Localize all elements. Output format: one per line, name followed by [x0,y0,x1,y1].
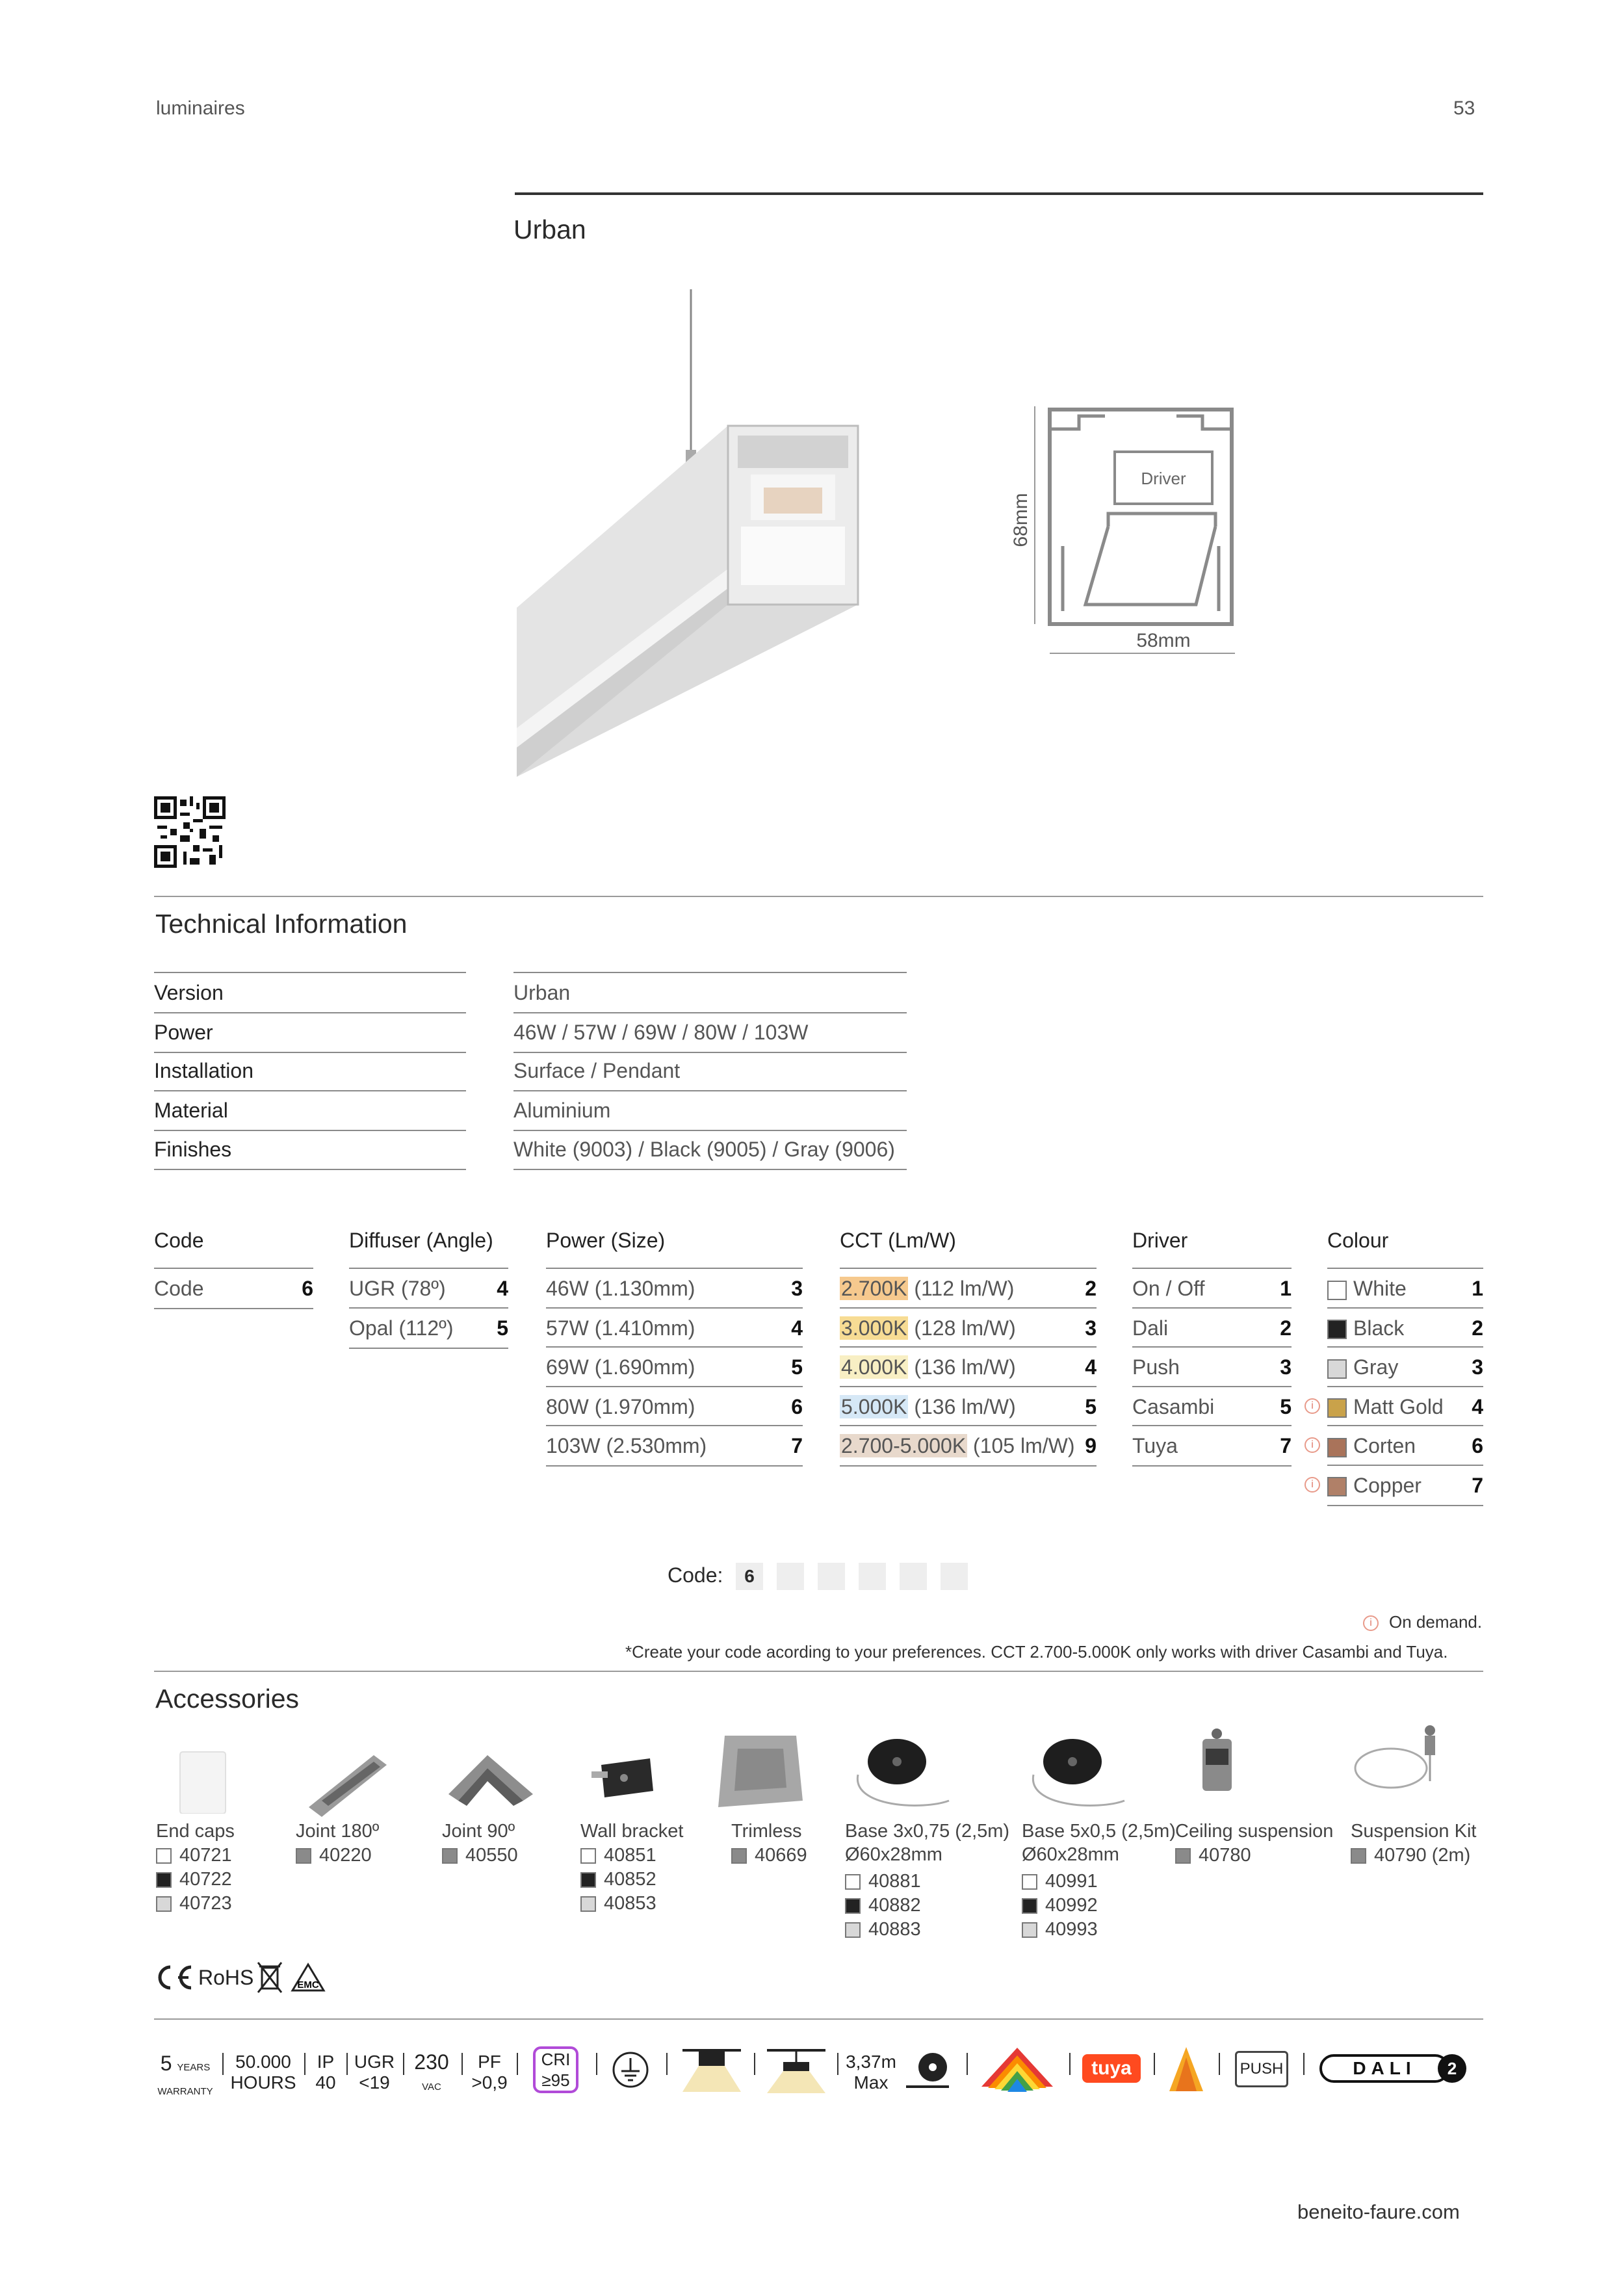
cct-efficacy: (112 lm/W) [908,1277,1015,1300]
cri-badge [533,2046,578,2093]
width-dimension: 58mm [1136,630,1191,651]
hours-badge [227,2052,299,2093]
cri-label: CRI [541,2050,571,2069]
driver-option[interactable] [1132,1346,1292,1387]
colour-name: Corten [1353,1434,1416,1457]
accessory-finish-swatch [845,1898,861,1914]
tech-value-3: Aluminium [513,1091,907,1131]
ugr-label: UGR [354,2052,395,2072]
power-option[interactable] [546,1268,803,1308]
driver-option-code: 3 [1280,1355,1292,1379]
accessory-code: 40881 [868,1871,921,1892]
accessory-code-row[interactable] [156,1892,232,1915]
code-slot-5[interactable] [900,1563,927,1590]
accessory-finish-swatch [580,1872,596,1888]
cct-kelvin: 2.700K [841,1277,907,1300]
accessory-finish-swatch [156,1848,172,1864]
power-option-code: 4 [791,1316,803,1340]
code-option-code: 6 [302,1277,313,1300]
color-spectrum-icon [978,2041,1056,2100]
accessory-code: 40780 [1199,1845,1251,1866]
footnote: *Create your code acording to your preferences. CCT 2.700-5.000K only works with driver Casambi and Tuya. [625,1642,1448,1662]
driver-option[interactable] [1132,1268,1292,1308]
accessory-name: Ceiling suspension [1175,1821,1334,1842]
accessory-code: 40550 [465,1845,518,1866]
ip-value: 40 [315,2072,336,2093]
colour-option-code: 4 [1472,1394,1483,1418]
accessory-name: Joint 180º [296,1821,380,1842]
power-option[interactable] [546,1307,803,1348]
colour-column-header: Colour [1327,1229,1389,1252]
ce-mark-icon [155,1963,194,1992]
accessory-code: 40882 [868,1895,921,1916]
voltage-value: 230 [414,2050,449,2074]
joint-90-image [442,1749,539,1814]
wall-bracket-image [588,1745,660,1804]
accessory-finish-swatch [580,1896,596,1912]
accessory-finish-swatch [156,1896,172,1912]
features-rule [154,2018,1483,2020]
accessory-code-row[interactable] [156,1868,232,1891]
cct-kelvin: 4.000K [841,1355,907,1379]
driver-column-header: Driver [1132,1229,1188,1252]
cri-value: ≥95 [541,2070,570,2090]
emc-icon [290,1962,326,1993]
dali-logo: DALI [1319,2054,1449,2083]
base-5x05-image [1020,1729,1137,1814]
colour-name: Copper [1353,1473,1422,1497]
accessory-finish-swatch [580,1848,596,1864]
code-slot-1[interactable]: 6 [736,1563,763,1590]
on-demand-info-icon: i [1363,1615,1379,1631]
power-option[interactable] [546,1346,803,1387]
length-value: 3,37m [846,2052,896,2072]
code-label: Code: [668,1563,723,1587]
colour-option[interactable] [1327,1307,1483,1348]
tech-value-2: Surface / Pendant [513,1051,907,1091]
accessory-name: Wall bracket [580,1821,684,1842]
colour-option-label [1327,1426,1416,1465]
accessory-code-row[interactable] [1022,1894,1098,1917]
cut-to-size-saw-icon [903,2048,953,2093]
accessory-code-row[interactable] [845,1894,921,1917]
accessory-code: 40220 [319,1845,372,1866]
colour-option-code: 2 [1472,1316,1483,1340]
hours-label: HOURS [230,2072,296,2093]
accessory-name: Suspension Kit [1351,1821,1477,1842]
earth-ground-icon [611,2050,650,2089]
code-column-header: Code [154,1229,204,1252]
section-rule [154,896,1483,897]
diffuser-option-label: UGR (78º) [349,1277,446,1300]
ugr-badge [352,2052,397,2093]
power-option-code: 3 [791,1277,803,1300]
power-option-label: 80W (1.970mm) [546,1394,695,1418]
accessory-code-row[interactable] [731,1844,807,1867]
driver-option-label: Tuya [1132,1434,1178,1457]
accessory-size: Ø60x28mm [1022,1844,1119,1865]
accessory-code-row[interactable] [1022,1918,1098,1941]
accessory-code-row[interactable] [296,1844,372,1867]
accessory-code: 40852 [604,1869,656,1890]
colour-name: Gray [1353,1355,1399,1379]
power-option[interactable] [546,1386,803,1426]
power-option[interactable] [546,1425,803,1467]
accessory-code-row[interactable] [442,1844,518,1867]
technical-title: Technical Information [155,909,408,939]
cct-option[interactable] [840,1268,1097,1308]
joint-180-image [302,1749,393,1820]
diffuser-option[interactable] [349,1307,508,1349]
warranty-label: WARRANTY [157,2086,213,2097]
accessory-finish-swatch [731,1848,747,1864]
colour-option-label [1327,1348,1398,1387]
cct-kelvin: 2.700-5.000K [841,1434,967,1457]
diffuser-column-header: Diffuser (Angle) [349,1229,493,1252]
power-option-code: 7 [791,1434,803,1457]
base-3x075-image [845,1729,962,1814]
colour-name: White [1353,1277,1407,1300]
accessory-code-row[interactable] [1022,1870,1098,1893]
warranty-badge [153,2053,218,2102]
qr-code[interactable] [154,796,226,868]
website-link[interactable]: beneito-faure.com [1297,2200,1460,2223]
colour-name: Black [1353,1316,1405,1340]
code-slot-2[interactable] [777,1563,804,1590]
ceiling-suspension-image [1193,1726,1245,1804]
title-rule [515,192,1483,195]
accessory-name: End caps [156,1821,235,1842]
casambi-logo-icon [1167,2044,1206,2094]
suspension-kit-image [1345,1723,1462,1807]
end-caps-image [177,1749,229,1814]
cct-kelvin: 3.000K [841,1316,907,1340]
accessory-finish-swatch [845,1922,861,1938]
page-number: 53 [1453,98,1475,119]
accessory-name: Base 5x0,5 (2,5m) [1022,1821,1176,1842]
ip-badge [309,2052,342,2093]
cct-option-code: 5 [1085,1394,1097,1418]
accessory-code-row[interactable] [580,1844,656,1867]
colour-option-label [1327,1466,1422,1505]
driver-option-label: Casambi [1132,1394,1215,1418]
colour-swatch [1327,1320,1347,1339]
cct-column-header: CCT (Lm/W) [840,1229,956,1252]
accessory-code-row[interactable] [845,1918,921,1941]
svg-text:EMC: EMC [297,1979,319,1990]
colour-option[interactable] [1327,1346,1483,1387]
tech-value-1: 46W / 57W / 69W / 80W / 103W [513,1013,907,1053]
colour-swatch [1327,1477,1347,1496]
accessory-code: 40721 [179,1845,232,1866]
accessory-code: 40853 [604,1893,656,1914]
cct-option[interactable] [840,1307,1097,1348]
accessory-finish-swatch [1022,1874,1037,1890]
power-option-label: 103W (2.530mm) [546,1434,707,1457]
hours-value: 50.000 [235,2052,291,2072]
trimless-image [712,1729,809,1814]
cct-efficacy: (128 lm/W) [908,1316,1016,1340]
code-option-label: Code [154,1277,204,1300]
tech-label-1: Power [154,1013,466,1053]
colour-option-code: 3 [1472,1355,1483,1379]
accessory-code-row[interactable] [845,1870,921,1893]
colour-swatch [1327,1359,1347,1379]
on-demand-info-icon: i [1305,1477,1320,1493]
tech-value-0: Urban [513,973,907,1013]
diffuser-option-label: Opal (112º) [349,1316,454,1340]
colour-swatch [1327,1281,1347,1300]
warranty-unit: YEARS [177,2062,211,2073]
driver-option[interactable] [1132,1425,1292,1467]
accessory-finish-swatch [296,1848,311,1864]
accessory-finish-swatch [442,1848,458,1864]
cct-option-label [840,1309,1016,1348]
accessory-name: Base 3x0,75 (2,5m) [845,1821,1010,1842]
cct-option-label [840,1348,1016,1387]
accessory-code: 40790 (2m) [1374,1845,1471,1866]
code-slot-4[interactable] [859,1563,886,1590]
product-image [507,280,871,787]
accessory-size: Ø60x28mm [845,1844,942,1865]
pf-badge [467,2052,512,2093]
colour-swatch [1327,1398,1347,1418]
power-column-header: Power (Size) [546,1229,666,1252]
tech-label-0: Version [154,973,466,1013]
accessory-code-row[interactable] [1175,1844,1251,1867]
product-title: Urban [513,215,586,244]
cct-option-label [840,1426,1075,1465]
colour-swatch [1327,1438,1347,1457]
push-badge: PUSH [1235,2051,1288,2087]
weee-bin-icon [255,1960,284,1995]
driver-label: Driver [1141,469,1186,488]
cct-option-code: 2 [1085,1277,1097,1300]
accessory-finish-swatch [156,1872,172,1888]
section-label: luminaires [156,98,245,119]
driver-option-code: 7 [1280,1434,1292,1457]
accessory-finish-swatch [1351,1848,1366,1864]
driver-option[interactable] [1132,1386,1292,1426]
cct-option-code: 3 [1085,1316,1097,1340]
cct-efficacy: (105 lm/W) [967,1434,1075,1457]
cct-efficacy: (136 lm/W) [908,1394,1016,1418]
on-demand-info-icon: i [1305,1437,1320,1453]
power-option-code: 5 [791,1355,803,1379]
colour-option[interactable] [1327,1268,1483,1308]
accessory-code-row[interactable] [580,1892,656,1915]
ip-label: IP [317,2052,335,2072]
colour-option-label [1327,1387,1444,1426]
length-label: Max [853,2072,889,2093]
driver-option-label: Push [1132,1355,1180,1379]
cross-section-diagram [1001,390,1306,676]
colour-option[interactable] [1327,1425,1483,1465]
accessory-finish-swatch [1022,1922,1037,1938]
driver-option-code: 2 [1280,1316,1292,1340]
on-demand-note: On demand. [1389,1612,1483,1632]
cct-kelvin: 5.000K [841,1394,907,1418]
cct-option[interactable] [840,1386,1097,1426]
length-badge [842,2052,900,2093]
colour-option-label [1327,1309,1404,1348]
accessory-name: Joint 90º [442,1821,515,1842]
diffuser-option-code: 5 [497,1316,508,1340]
tech-label-3: Material [154,1091,466,1131]
accessory-code: 40669 [755,1845,807,1866]
rohs-label: RoHS [198,1966,254,1989]
power-option-label: 46W (1.130mm) [546,1277,695,1300]
accessory-code: 40992 [1045,1895,1098,1916]
colour-option-code: 1 [1472,1277,1483,1300]
driver-option-label: Dali [1132,1316,1169,1340]
code-slot-6[interactable] [941,1563,968,1590]
colour-option[interactable] [1327,1386,1483,1426]
tech-label-2: Installation [154,1051,466,1091]
diffuser-option[interactable] [349,1268,508,1308]
height-dimension: 68mm [1010,493,1032,547]
dali-version-badge: 2 [1438,2054,1466,2083]
on-demand-info-icon: i [1305,1398,1320,1414]
accessory-code: 40993 [1045,1919,1098,1940]
accessory-code: 40723 [179,1893,232,1914]
cct-option-code: 9 [1085,1434,1097,1457]
pendant-mount-icon [764,2046,829,2094]
diffuser-option-code: 4 [497,1277,508,1300]
accessory-code-row[interactable] [1351,1844,1470,1867]
cct-option-label [840,1387,1016,1426]
cct-option[interactable] [840,1346,1097,1387]
code-option[interactable] [154,1268,313,1309]
colour-option-label [1327,1269,1407,1308]
tuya-logo: tuya [1082,2054,1141,2083]
accessory-code-row[interactable] [156,1844,232,1867]
driver-option-code: 1 [1280,1277,1292,1300]
accessory-code: 40883 [868,1919,921,1940]
colour-option-code: 6 [1472,1434,1483,1457]
colour-option[interactable] [1327,1465,1483,1506]
tech-value-4: White (9003) / Black (9005) / Gray (9006) [513,1130,907,1170]
accessory-code: 40991 [1045,1871,1098,1892]
accessory-name: Trimless [731,1821,802,1842]
accessory-finish-swatch [1022,1898,1037,1914]
pf-label: PF [478,2052,501,2072]
tech-label-4: Finishes [154,1130,466,1170]
warranty-years: 5 [160,2052,172,2075]
code-slot-3[interactable] [818,1563,845,1590]
driver-option-code: 5 [1280,1394,1292,1418]
accessory-code: 40851 [604,1845,656,1866]
power-option-label: 57W (1.410mm) [546,1316,695,1340]
voltage-badge [408,2052,455,2098]
cct-option[interactable] [840,1425,1097,1467]
voltage-label: VAC [422,2081,441,2093]
cct-option-label [840,1269,1014,1308]
ugr-value: <19 [359,2072,390,2093]
power-option-code: 6 [791,1394,803,1418]
pf-value: >0,9 [471,2072,508,2093]
power-option-label: 69W (1.690mm) [546,1355,695,1379]
colour-option-code: 7 [1472,1473,1483,1497]
surface-mount-icon [679,2046,744,2094]
accessories-rule [154,1671,1483,1672]
colour-name: Matt Gold [1353,1394,1444,1418]
accessory-code-row[interactable] [580,1868,656,1891]
driver-option[interactable] [1132,1307,1292,1348]
driver-option-label: On / Off [1132,1277,1205,1300]
cct-efficacy: (136 lm/W) [908,1355,1016,1379]
accessory-finish-swatch [845,1874,861,1890]
accessory-code: 40722 [179,1869,232,1890]
accessory-finish-swatch [1175,1848,1191,1864]
accessories-title: Accessories [155,1684,300,1714]
cct-option-code: 4 [1085,1355,1097,1379]
